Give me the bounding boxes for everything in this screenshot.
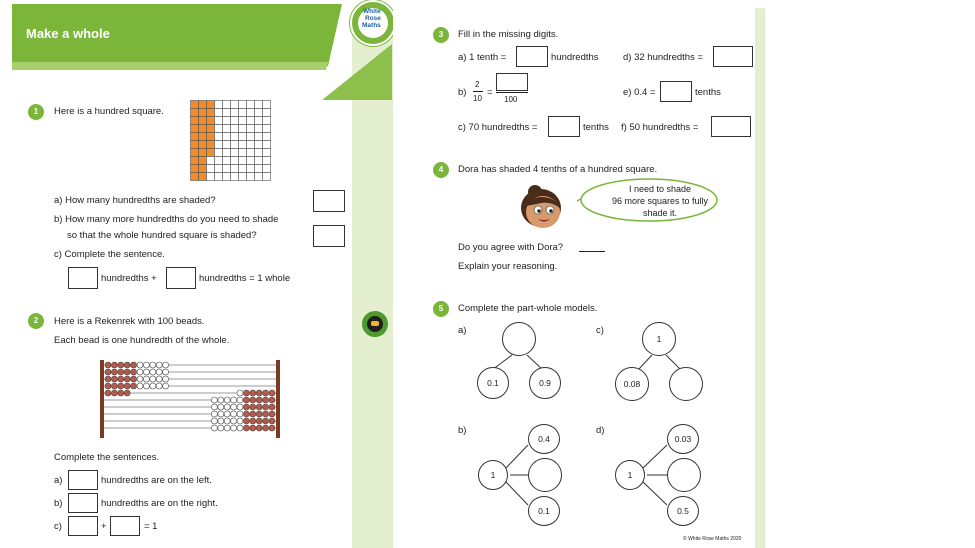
rekenrek-bead-left bbox=[137, 376, 143, 382]
q1b-answer-box[interactable] bbox=[313, 225, 345, 247]
unshaded-square bbox=[223, 109, 231, 117]
unshaded-square bbox=[255, 157, 263, 165]
rekenrek-bead-left bbox=[124, 362, 130, 368]
rekenrek-bead-right bbox=[218, 425, 224, 431]
unshaded-square bbox=[255, 173, 263, 181]
rekenrek-bead-right bbox=[250, 425, 256, 431]
q5b-label: b) bbox=[458, 425, 467, 436]
rekenrek-bead-right bbox=[231, 397, 237, 403]
q3c-text: c) 70 hundredths = bbox=[458, 122, 538, 133]
rekenrek-bead-right bbox=[211, 411, 217, 417]
rekenrek-bead-left bbox=[111, 369, 117, 375]
shaded-square bbox=[191, 117, 199, 125]
rekenrek-bead-left bbox=[156, 369, 162, 375]
shaded-square bbox=[199, 101, 207, 109]
unshaded-square bbox=[255, 141, 263, 149]
rekenrek-bead-right bbox=[256, 425, 262, 431]
rekenrek-bead-right bbox=[224, 425, 230, 431]
unshaded-square bbox=[247, 173, 255, 181]
unshaded-square bbox=[207, 165, 215, 173]
shaded-square bbox=[191, 141, 199, 149]
shaded-square bbox=[191, 125, 199, 133]
q2c-answer-box-1[interactable] bbox=[68, 516, 98, 536]
rekenrek-bead-right bbox=[243, 425, 249, 431]
q4-explain: Explain your reasoning. bbox=[458, 261, 558, 272]
q5b-whole-circle: 1 bbox=[478, 460, 508, 490]
page-title: Make a whole bbox=[26, 26, 110, 41]
logo-line-2: Rose bbox=[365, 15, 381, 22]
q2-intro: Here is a Rekenrek with 100 beads. bbox=[54, 316, 205, 327]
rekenrek-bead-right bbox=[224, 418, 230, 424]
unshaded-square bbox=[239, 109, 247, 117]
rekenrek-bead-left bbox=[143, 376, 149, 382]
q3f-text: f) 50 hundredths = bbox=[621, 122, 699, 133]
rekenrek-bead-right bbox=[256, 418, 262, 424]
speech-line-3: shade it. bbox=[642, 208, 678, 218]
shaded-square bbox=[199, 133, 207, 141]
rekenrek-bead-left bbox=[131, 362, 137, 368]
question-number-4: 4 bbox=[433, 162, 449, 178]
q5d-label: d) bbox=[596, 425, 605, 436]
unshaded-square bbox=[247, 165, 255, 173]
unshaded-square bbox=[215, 101, 223, 109]
rekenrek-bead-right bbox=[269, 397, 275, 403]
unshaded-square bbox=[215, 173, 223, 181]
rekenrek-bead-right bbox=[250, 397, 256, 403]
shaded-square bbox=[207, 149, 215, 157]
q5c-part-2[interactable] bbox=[669, 367, 703, 401]
unshaded-square bbox=[247, 157, 255, 165]
rekenrek-bead-left bbox=[143, 369, 149, 375]
unshaded-square bbox=[215, 109, 223, 117]
rekenrek-bead-right bbox=[263, 425, 269, 431]
rekenrek-bead-right bbox=[237, 390, 243, 396]
q3c-unit: tenths bbox=[583, 122, 609, 133]
q2c-answer-box-2[interactable] bbox=[110, 516, 140, 536]
unshaded-square bbox=[223, 141, 231, 149]
footer-copyright: © White Rose Maths 2020 bbox=[683, 536, 742, 542]
unshaded-square bbox=[231, 157, 239, 165]
rekenrek-bead-right bbox=[224, 404, 230, 410]
rekenrek-bead-left bbox=[143, 362, 149, 368]
speech-line-1: I need to shade bbox=[628, 184, 692, 194]
question-number-3: 3 bbox=[433, 27, 449, 43]
unshaded-square bbox=[223, 165, 231, 173]
unshaded-square bbox=[263, 109, 271, 117]
rekenrek-bead-right bbox=[256, 390, 262, 396]
rekenrek-bead-left bbox=[105, 383, 111, 389]
unshaded-square bbox=[239, 149, 247, 157]
shaded-square bbox=[207, 133, 215, 141]
rekenrek-frame-left bbox=[100, 360, 104, 438]
shaded-square bbox=[199, 165, 207, 173]
unshaded-square bbox=[247, 133, 255, 141]
rekenrek-bead-right bbox=[269, 411, 275, 417]
q3b-denominator-2: 100 bbox=[504, 95, 518, 104]
rekenrek-bead-left bbox=[118, 362, 124, 368]
unshaded-square bbox=[255, 101, 263, 109]
rekenrek-bead-right bbox=[218, 418, 224, 424]
q1a-answer-box[interactable] bbox=[313, 190, 345, 212]
rekenrek-bead-right bbox=[231, 404, 237, 410]
unshaded-square bbox=[263, 125, 271, 133]
unshaded-square bbox=[215, 165, 223, 173]
unshaded-square bbox=[239, 173, 247, 181]
rekenrek-bead-left bbox=[137, 383, 143, 389]
unshaded-square bbox=[255, 125, 263, 133]
rekenrek-bead-right bbox=[250, 418, 256, 424]
q3a-text: a) 1 tenth = bbox=[458, 52, 507, 63]
shaded-square bbox=[191, 157, 199, 165]
unshaded-square bbox=[263, 117, 271, 125]
shaded-square bbox=[191, 133, 199, 141]
q4-agree-question: Do you agree with Dora? bbox=[458, 242, 564, 253]
rekenrek-bead-right bbox=[243, 397, 249, 403]
rekenrek-bead-right bbox=[250, 404, 256, 410]
unshaded-square bbox=[247, 141, 255, 149]
q3b-label: b) bbox=[458, 87, 467, 98]
rekenrek-bead-right bbox=[224, 397, 230, 403]
question-number-5: 5 bbox=[433, 301, 449, 317]
unshaded-square bbox=[231, 165, 239, 173]
logo-line-3: Maths bbox=[362, 22, 381, 29]
rekenrek-bead-left bbox=[150, 362, 156, 368]
q5a-whole-circle[interactable] bbox=[502, 322, 536, 356]
rekenrek-bead-right bbox=[243, 411, 249, 417]
rekenrek-bead-right bbox=[218, 404, 224, 410]
unshaded-square bbox=[231, 149, 239, 157]
unshaded-square bbox=[223, 117, 231, 125]
shaded-square bbox=[207, 109, 215, 117]
unshaded-square bbox=[239, 157, 247, 165]
unshaded-square bbox=[239, 101, 247, 109]
q1c-answer-box-2[interactable] bbox=[166, 267, 196, 289]
rekenrek-bead-right bbox=[263, 390, 269, 396]
right-worksheet-page bbox=[393, 0, 763, 548]
unshaded-square bbox=[223, 101, 231, 109]
unshaded-square bbox=[239, 125, 247, 133]
unshaded-square bbox=[247, 109, 255, 117]
rekenrek-bead-left bbox=[150, 369, 156, 375]
rekenrek-bead-right bbox=[231, 411, 237, 417]
rekenrek-bead-right bbox=[263, 404, 269, 410]
q2b-text: hundredths are on the right. bbox=[101, 498, 218, 509]
unshaded-square bbox=[215, 157, 223, 165]
q3d-text: d) 32 hundredths = bbox=[623, 52, 704, 63]
unshaded-square bbox=[223, 149, 231, 157]
unshaded-square bbox=[255, 165, 263, 173]
q5d-part-2[interactable] bbox=[667, 458, 701, 492]
shaded-square bbox=[199, 173, 207, 181]
q3b-denominator: 10 bbox=[473, 94, 482, 103]
q3b-numerator: 2 bbox=[475, 80, 480, 89]
q2b-answer-box[interactable] bbox=[68, 493, 98, 513]
shaded-square bbox=[199, 125, 207, 133]
rekenrek-bead-left bbox=[124, 369, 130, 375]
rekenrek-bead-right bbox=[256, 411, 262, 417]
rekenrek-bead-left bbox=[163, 383, 169, 389]
unshaded-square bbox=[263, 173, 271, 181]
rekenrek-bead-left bbox=[143, 383, 149, 389]
left-worksheet-page bbox=[12, 0, 352, 548]
rekenrek-bead-right bbox=[256, 397, 262, 403]
rekenrek-bead-left bbox=[111, 362, 117, 368]
q5a-part-1: 0.1 bbox=[477, 367, 509, 399]
unshaded-square bbox=[255, 149, 263, 157]
rekenrek-bead-left bbox=[156, 383, 162, 389]
q2c-plus: + bbox=[101, 521, 107, 532]
rekenrek-bead-right bbox=[243, 418, 249, 424]
q1c-text: c) Complete the sentence. bbox=[54, 249, 165, 260]
rekenrek-bead-left bbox=[111, 376, 117, 382]
rekenrek-bead-left bbox=[105, 376, 111, 382]
unshaded-square bbox=[231, 109, 239, 117]
q5c-whole-circle: 1 bbox=[642, 322, 676, 356]
q5-connector-lines bbox=[393, 0, 763, 548]
q3b-equals: = bbox=[487, 87, 493, 98]
unshaded-square bbox=[239, 117, 247, 125]
q3a-unit: hundredths bbox=[551, 52, 599, 63]
rekenrek-bead-right bbox=[218, 411, 224, 417]
rekenrek-bead-right bbox=[256, 404, 262, 410]
q2c-label: c) bbox=[54, 521, 62, 532]
rekenrek-bead-left bbox=[118, 383, 124, 389]
rekenrek-bead-right bbox=[218, 397, 224, 403]
rekenrek-bead-left bbox=[118, 376, 124, 382]
q5c-label: c) bbox=[596, 325, 604, 336]
unshaded-square bbox=[231, 173, 239, 181]
rekenrek-bead-right bbox=[211, 418, 217, 424]
rekenrek-bead-left bbox=[124, 390, 130, 396]
rekenrek-bead-right bbox=[237, 411, 243, 417]
unshaded-square bbox=[223, 173, 231, 181]
rekenrek bbox=[100, 360, 280, 438]
rekenrek-bead-left bbox=[105, 390, 111, 396]
shaded-square bbox=[191, 173, 199, 181]
unshaded-square bbox=[215, 133, 223, 141]
rekenrek-bead-right bbox=[211, 397, 217, 403]
rekenrek-bead-right bbox=[224, 411, 230, 417]
logo-line-1: White bbox=[363, 8, 381, 15]
rekenrek-bead-left bbox=[150, 376, 156, 382]
rekenrek-bead-left bbox=[111, 390, 117, 396]
unshaded-square bbox=[239, 133, 247, 141]
unshaded-square bbox=[263, 101, 271, 109]
unshaded-square bbox=[207, 173, 215, 181]
q5a-label: a) bbox=[458, 325, 467, 336]
rekenrek-bead-left bbox=[163, 376, 169, 382]
shaded-square bbox=[191, 149, 199, 157]
q5a-part-2: 0.9 bbox=[529, 367, 561, 399]
rekenrek-bead-left bbox=[105, 362, 111, 368]
badge-icon bbox=[360, 309, 390, 339]
rekenrek-bead-right bbox=[269, 404, 275, 410]
unshaded-square bbox=[247, 101, 255, 109]
shaded-square bbox=[199, 117, 207, 125]
q2-line2: Each bead is one hundredth of the whole. bbox=[54, 335, 230, 346]
q1c-sentence-part1: hundredths + bbox=[101, 273, 157, 284]
shaded-square bbox=[207, 125, 215, 133]
rekenrek-bead-left bbox=[137, 362, 143, 368]
rekenrek-bead-left bbox=[163, 369, 169, 375]
rekenrek-bead-right bbox=[243, 390, 249, 396]
q2-complete-text: Complete the sentences. bbox=[54, 452, 160, 463]
rekenrek-bead-left bbox=[105, 369, 111, 375]
unshaded-square bbox=[231, 125, 239, 133]
rekenrek-bead-right bbox=[263, 411, 269, 417]
rekenrek-bead-left bbox=[131, 376, 137, 382]
unshaded-square bbox=[215, 117, 223, 125]
shaded-square bbox=[207, 101, 215, 109]
q1a-text: a) How many hundredths are shaded? bbox=[54, 195, 216, 206]
q5-intro: Complete the part-whole models. bbox=[458, 303, 598, 314]
unshaded-square bbox=[223, 157, 231, 165]
unshaded-square bbox=[239, 141, 247, 149]
hundred-square bbox=[190, 100, 272, 182]
rekenrek-bead-right bbox=[231, 425, 237, 431]
question-number-2: 2 bbox=[28, 313, 44, 329]
unshaded-square bbox=[263, 149, 271, 157]
shaded-square bbox=[199, 141, 207, 149]
q5c-part-1: 0.08 bbox=[615, 367, 649, 401]
rekenrek-bead-left bbox=[124, 383, 130, 389]
unshaded-square bbox=[247, 125, 255, 133]
unshaded-square bbox=[255, 117, 263, 125]
rekenrek-bead-left bbox=[118, 390, 124, 396]
q3e-unit: tenths bbox=[695, 87, 721, 98]
unshaded-square bbox=[263, 157, 271, 165]
unshaded-square bbox=[215, 149, 223, 157]
q3e-text: e) 0.4 = bbox=[623, 87, 656, 98]
shaded-square bbox=[199, 109, 207, 117]
rekenrek-bead-right bbox=[250, 390, 256, 396]
q2a-label: a) bbox=[54, 475, 63, 486]
rekenrek-bead-left bbox=[131, 369, 137, 375]
q1c-answer-box-1[interactable] bbox=[68, 267, 98, 289]
white-rose-maths-logo bbox=[350, 0, 396, 46]
unshaded-square bbox=[247, 149, 255, 157]
shaded-square bbox=[191, 109, 199, 117]
unshaded-square bbox=[239, 165, 247, 173]
unshaded-square bbox=[263, 133, 271, 141]
header-triangle bbox=[322, 44, 394, 102]
rekenrek-bead-right bbox=[211, 404, 217, 410]
speech-line-2: 96 more squares to fully bbox=[611, 196, 709, 206]
q1b-text-line2: so that the whole hundred square is shaded? bbox=[67, 230, 257, 241]
unshaded-square bbox=[263, 165, 271, 173]
q3-intro: Fill in the missing digits. bbox=[458, 29, 559, 40]
unshaded-square bbox=[263, 141, 271, 149]
shaded-square bbox=[191, 101, 199, 109]
rekenrek-bead-left bbox=[156, 362, 162, 368]
rekenrek-bead-right bbox=[269, 418, 275, 424]
q5b-part-2[interactable] bbox=[528, 458, 562, 492]
unshaded-square bbox=[223, 133, 231, 141]
rekenrek-bead-right bbox=[237, 404, 243, 410]
rekenrek-bead-right bbox=[243, 404, 249, 410]
shaded-square bbox=[207, 141, 215, 149]
unshaded-square bbox=[215, 125, 223, 133]
rekenrek-bead-left bbox=[124, 376, 130, 382]
rekenrek-frame-right bbox=[276, 360, 280, 438]
unshaded-square bbox=[255, 109, 263, 117]
q5b-part-3: 0.1 bbox=[528, 496, 560, 526]
q1c-sentence-part2: hundredths = 1 whole bbox=[199, 273, 291, 284]
rekenrek-bead-left bbox=[131, 383, 137, 389]
rekenrek-bead-left bbox=[156, 376, 162, 382]
q5d-part-3: 0.5 bbox=[667, 496, 699, 526]
rekenrek-bead-right bbox=[237, 418, 243, 424]
rekenrek-bead-right bbox=[231, 418, 237, 424]
q2b-label: b) bbox=[54, 498, 63, 509]
q2a-text: hundredths are on the left. bbox=[101, 475, 212, 486]
rekenrek-bead-right bbox=[263, 397, 269, 403]
unshaded-square bbox=[231, 101, 239, 109]
shaded-square bbox=[199, 149, 207, 157]
unshaded-square bbox=[223, 125, 231, 133]
unshaded-square bbox=[231, 141, 239, 149]
unshaded-square bbox=[215, 141, 223, 149]
rekenrek-bead-left bbox=[150, 383, 156, 389]
q1-intro: Here is a hundred square. bbox=[54, 106, 164, 117]
q5d-part-1: 0.03 bbox=[667, 424, 699, 454]
rekenrek-bead-right bbox=[211, 425, 217, 431]
shaded-square bbox=[207, 117, 215, 125]
unshaded-square bbox=[207, 157, 215, 165]
question-number-1: 1 bbox=[28, 104, 44, 120]
rekenrek-bead-right bbox=[237, 397, 243, 403]
shaded-square bbox=[199, 157, 207, 165]
shaded-square bbox=[191, 165, 199, 173]
q4-intro: Dora has shaded 4 tenths of a hundred square. bbox=[458, 164, 658, 175]
rekenrek-bead-left bbox=[118, 369, 124, 375]
rekenrek-bead-right bbox=[263, 418, 269, 424]
q2a-answer-box[interactable] bbox=[68, 470, 98, 490]
q2c-equals: = 1 bbox=[144, 521, 158, 532]
rekenrek-bead-right bbox=[237, 425, 243, 431]
rekenrek-bead-right bbox=[269, 425, 275, 431]
unshaded-square bbox=[231, 133, 239, 141]
unshaded-square bbox=[255, 133, 263, 141]
rekenrek-bead-right bbox=[269, 390, 275, 396]
unshaded-square bbox=[231, 117, 239, 125]
unshaded-square bbox=[247, 117, 255, 125]
rekenrek-bead-right bbox=[250, 411, 256, 417]
rekenrek-bead-left bbox=[137, 369, 143, 375]
q1b-text-line1: b) How many more hundredths do you need to shade bbox=[54, 214, 279, 225]
rekenrek-bead-left bbox=[111, 383, 117, 389]
q5d-whole-circle: 1 bbox=[615, 460, 645, 490]
q5b-part-1: 0.4 bbox=[528, 424, 560, 454]
rekenrek-bead-left bbox=[163, 362, 169, 368]
